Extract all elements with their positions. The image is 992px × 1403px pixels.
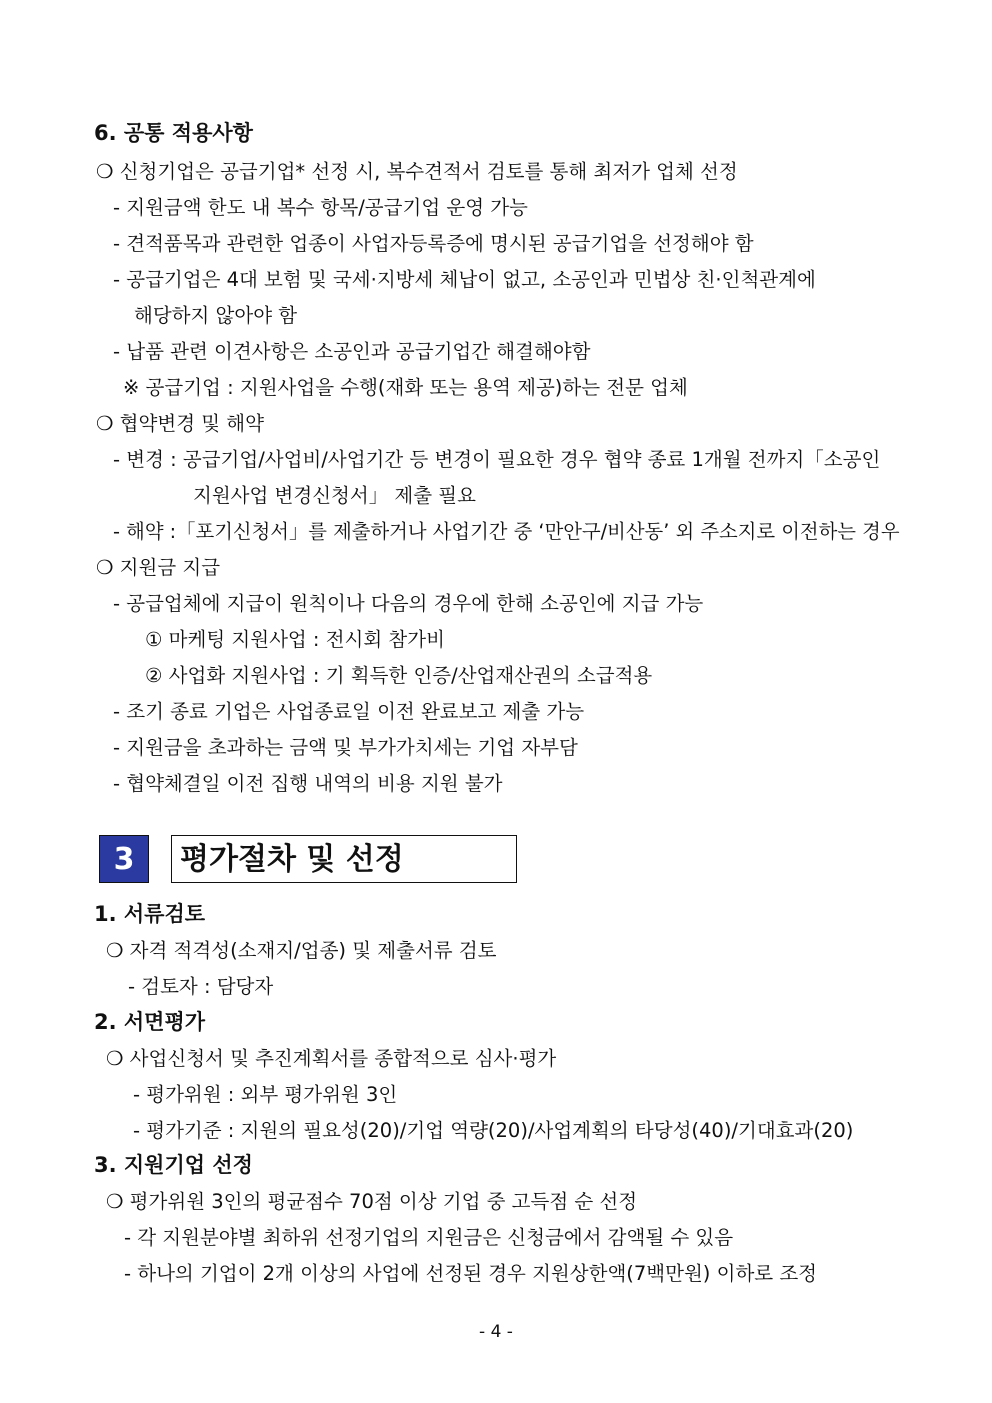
numbered-item: ② 사업화 지원사업 : 기 획득한 인증/산업재산권의 소급적용 <box>145 664 653 687</box>
bullet: ❍ 사업신청서 및 추진계획서를 종합적으로 심사·평가 <box>106 1047 557 1070</box>
bullet-supplier-selection: ❍ 신청기업은 공급기업* 선정 시, 복수견적서 검토를 통해 최저가 업체 선정 <box>96 160 738 183</box>
sub-item-continuation: 해당하지 않아야 함 <box>134 304 298 327</box>
bullet: ❍ 평가위원 3인의 평균점수 70점 이상 기업 중 고득점 순 선정 <box>106 1190 638 1213</box>
section-title-box <box>171 835 517 883</box>
sub-item: - 평가위원 : 외부 평가위원 3인 <box>133 1083 398 1106</box>
bullet: ❍ 자격 적격성(소재지/업종) 및 제출서류 검토 <box>106 939 497 962</box>
sub-item: - 지원금을 초과하는 금액 및 부가가치세는 기업 자부담 <box>113 736 578 759</box>
sub-item-continuation: 지원사업 변경신청서」 제출 필요 <box>193 484 476 507</box>
subsection-heading: 2. 서면평가 <box>94 1010 206 1034</box>
note: ※ 공급기업 : 지원사업을 수행(재화 또는 용역 제공)하는 전문 업체 <box>123 376 688 399</box>
sub-item: - 하나의 기업이 2개 이상의 사업에 선정된 경우 지원상한액(7백만원) 이하로 조정 <box>124 1262 817 1285</box>
sub-item: - 평가기준 : 지원의 필요성(20)/기업 역량(20)/사업계획의 타당성(40)/기대효과(20) <box>133 1119 854 1142</box>
sub-item: - 해약 :「포기신청서」를 제출하거나 사업기간 중 ‘만안구/비산동’ 외 주소지로 이전하는 경우 <box>113 520 900 543</box>
section-number-badge: 3 <box>99 835 149 883</box>
bullet-payment: ❍ 지원금 지급 <box>96 556 221 579</box>
bullet-agreement-change: ❍ 협약변경 및 해약 <box>96 412 264 435</box>
sub-item: - 변경 : 공급기업/사업비/사업기간 등 변경이 필요한 경우 협약 종료 1개월 전까지「소공인 <box>113 448 881 471</box>
numbered-item: ① 마케팅 지원사업 : 전시회 참가비 <box>145 628 445 651</box>
section-6-heading: 6. 공통 적용사항 <box>94 121 253 145</box>
subsection-heading: 3. 지원기업 선정 <box>94 1153 253 1177</box>
sub-item: - 조기 종료 기업은 사업종료일 이전 완료보고 제출 가능 <box>113 700 585 723</box>
sub-item: - 지원금액 한도 내 복수 항목/공급기업 운영 가능 <box>113 196 528 219</box>
sub-item: - 각 지원분야별 최하위 선정기업의 지원금은 신청금에서 감액될 수 있음 <box>124 1226 734 1249</box>
section-title: 평가절차 및 선정 <box>180 842 404 877</box>
sub-item: - 공급기업은 4대 보험 및 국세·지방세 체납이 없고, 소공인과 민법상 친·인척관계에 <box>113 268 816 291</box>
sub-item: - 검토자 : 담당자 <box>128 975 274 998</box>
sub-item: - 협약체결일 이전 집행 내역의 비용 지원 불가 <box>113 772 503 795</box>
page-number: - 4 - <box>479 1322 513 1342</box>
subsection-heading: 1. 서류검토 <box>94 902 206 926</box>
sub-item: - 공급업체에 지급이 원칙이나 다음의 경우에 한해 소공인에 지급 가능 <box>113 592 704 615</box>
sub-item: - 견적품목과 관련한 업종이 사업자등록증에 명시된 공급기업을 선정해야 함 <box>113 232 754 255</box>
sub-item: - 납품 관련 이견사항은 소공인과 공급기업간 해결해야함 <box>113 340 591 363</box>
